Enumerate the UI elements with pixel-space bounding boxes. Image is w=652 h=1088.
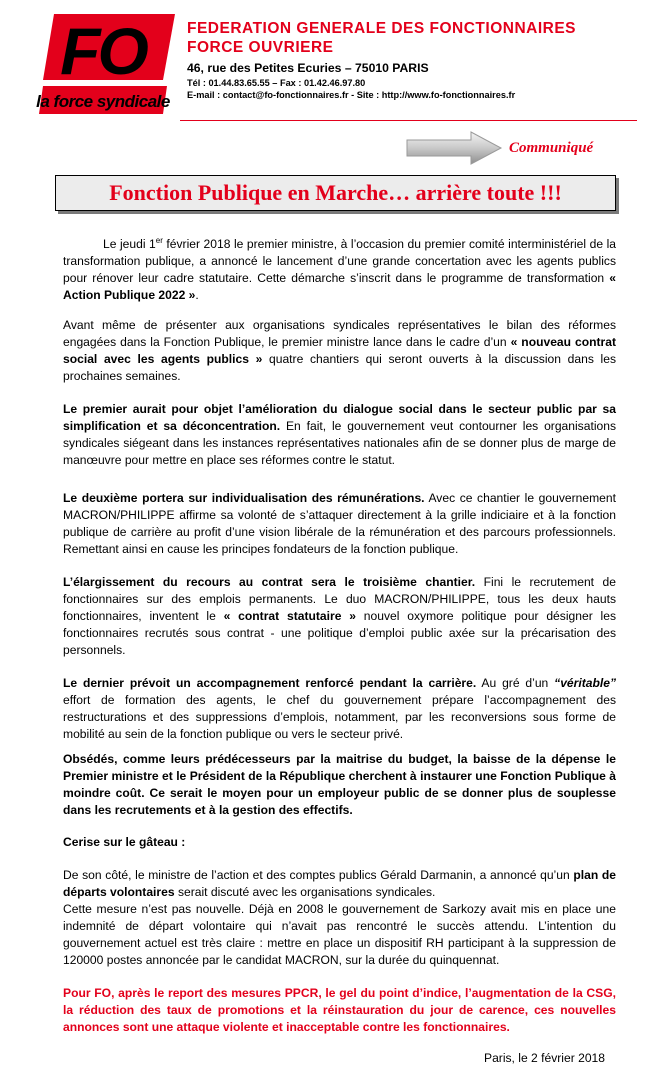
paragraph-fourth-chantier: Le dernier prévoit un accompagnement renforcé pendant la carrière. Au gré d’un “véritable” effort de formation des agents, le chef du gouvernement prépare l’accompagnement des restructurations et des suppressions d’emplois, notamment, par les reconversions sous forme de mobilité au sein de la fonction publique ou vers le secteur privé. bbox=[63, 676, 616, 741]
fo-logo bbox=[29, 10, 175, 118]
address: 46, rue des Petites Ecuries – 75010 PARIS bbox=[187, 61, 429, 75]
paragraph-budget: Obsédés, comme leurs prédécesseurs par la maitrise du budget, la baisse de la dépense le Premier ministre et le Président de la République cherchent à instaurer une Fonction Publique à moindre coût. Ce serait le moyen pour un employeur public de se donner plus de souplesse dans les recrutements et à la gestion des effectifs. bbox=[63, 752, 616, 817]
paragraph-chantiers: Avant même de présenter aux organisations syndicales représentatives le bilan des réformes engagées dans la Fonction Publique, le premier ministre lance dans le cadre d’un « nouveau contrat social avec les agents publics » quatre chantiers qui seront ouverts à la discussion dans les prochaines semaines. bbox=[63, 318, 616, 383]
paragraph-fo-position: Pour FO, après le report des mesures PPCR, le gel du point d’indice, l’augmentation de la CSG, la réduction des taux de promotions et la réinstauration du jour de carence, ces nouvelles annonces sont une attaque violente et inacceptable contre les fonctionnaires. bbox=[63, 986, 616, 1034]
title-box bbox=[55, 175, 616, 211]
paragraph-second-chantier: Le deuxième portera sur individualisation des rémunérations. Avec ce chantier le gouvernement MACRON/PHILIPPE affirme sa volonté de s’attaquer directement à la grille indiciaire et à la fonction publique de carrière au profit d’une vision libérale de la rémunération et des parcours professionnels. Remettant ainsi en cause les principes fondateurs de la fonction publique. bbox=[63, 491, 616, 556]
letterhead bbox=[187, 19, 637, 102]
logo-tagline: la force syndicale bbox=[36, 92, 170, 111]
date-line: Paris, le 2 février 2018 bbox=[484, 1051, 605, 1065]
paragraph-third-chantier: L’élargissement du recours au contrat sera le troisième chantier. Fini le recrutement de fonctionnaires sur des emplois permanents. Le duo MACRON/PHILIPPE, tous les deux hauts fonctionnaires, inventent le « contrat statutaire » nouvel oxymore politique pour désigner les fonctionnaires recrutés sous contrat - une politique d’emploi public axée sur la précarisation des personnels. bbox=[63, 575, 617, 657]
paragraph-intro: Le jeudi 1er février 2018 le premier ministre, à l’occasion du premier comité interministériel de la transformation publique, a annoncé le lancement d’une grande concertation avec les agents publics pour rénover leur cadre statutaire. Cette démarche s’inscrit dans le programme de transformation « Action Publique 2022 ». bbox=[63, 236, 616, 303]
logo-letters: FO bbox=[60, 14, 146, 88]
paragraph-first-chantier: Le premier aurait pour objet l’amélioration du dialogue social dans le secteur public par sa simplification et sa déconcentration. En fait, le gouvernement veut contourner les organisations syndicales siégeant dans les instances représentatives nationales afin de se donner plus de marge de manœuvre pour mettre en place ses réformes contre le statut. bbox=[63, 402, 617, 467]
paragraph-departs: De son côté, le ministre de l’action et des comptes publics Gérald Darmanin, a annoncé qu’un plan de départs volontaires serait discuté avec les organisations syndicales. Cette mesure n’est pas nouvelle. Déjà en 2008 le gouvernement de Sarkozy avait mis en place une indemnité de départ volontaire qui n’avait pas rencontré le succès attendu. L’intention du gouvernement actuel est très claire : mettre en place un dispositif RH participant à la suppression de 120000 postes annoncée par le candidat MACRON, sur la durée du quinquennat. bbox=[63, 868, 616, 967]
arrow-right-icon bbox=[405, 130, 503, 166]
org-name-line2: FORCE OUVRIERE bbox=[187, 39, 334, 56]
cerise-heading: Cerise sur le gâteau : bbox=[63, 835, 186, 849]
page-title: Fonction Publique en Marche… arrière toute !!! bbox=[109, 180, 562, 205]
email-site: E-mail : contact@fo-fonctionnaires.fr - Site : http://www.fo-fonctionnaires.fr bbox=[187, 90, 516, 100]
telephone: Tél : 01.44.83.65.55 – Fax : 01.42.46.97.80 bbox=[187, 78, 366, 88]
header-divider bbox=[180, 120, 637, 121]
communique-label: Communiqué bbox=[509, 140, 594, 156]
org-name-line1: FEDERATION GENERALE DES FONCTIONNAIRES bbox=[187, 20, 577, 37]
